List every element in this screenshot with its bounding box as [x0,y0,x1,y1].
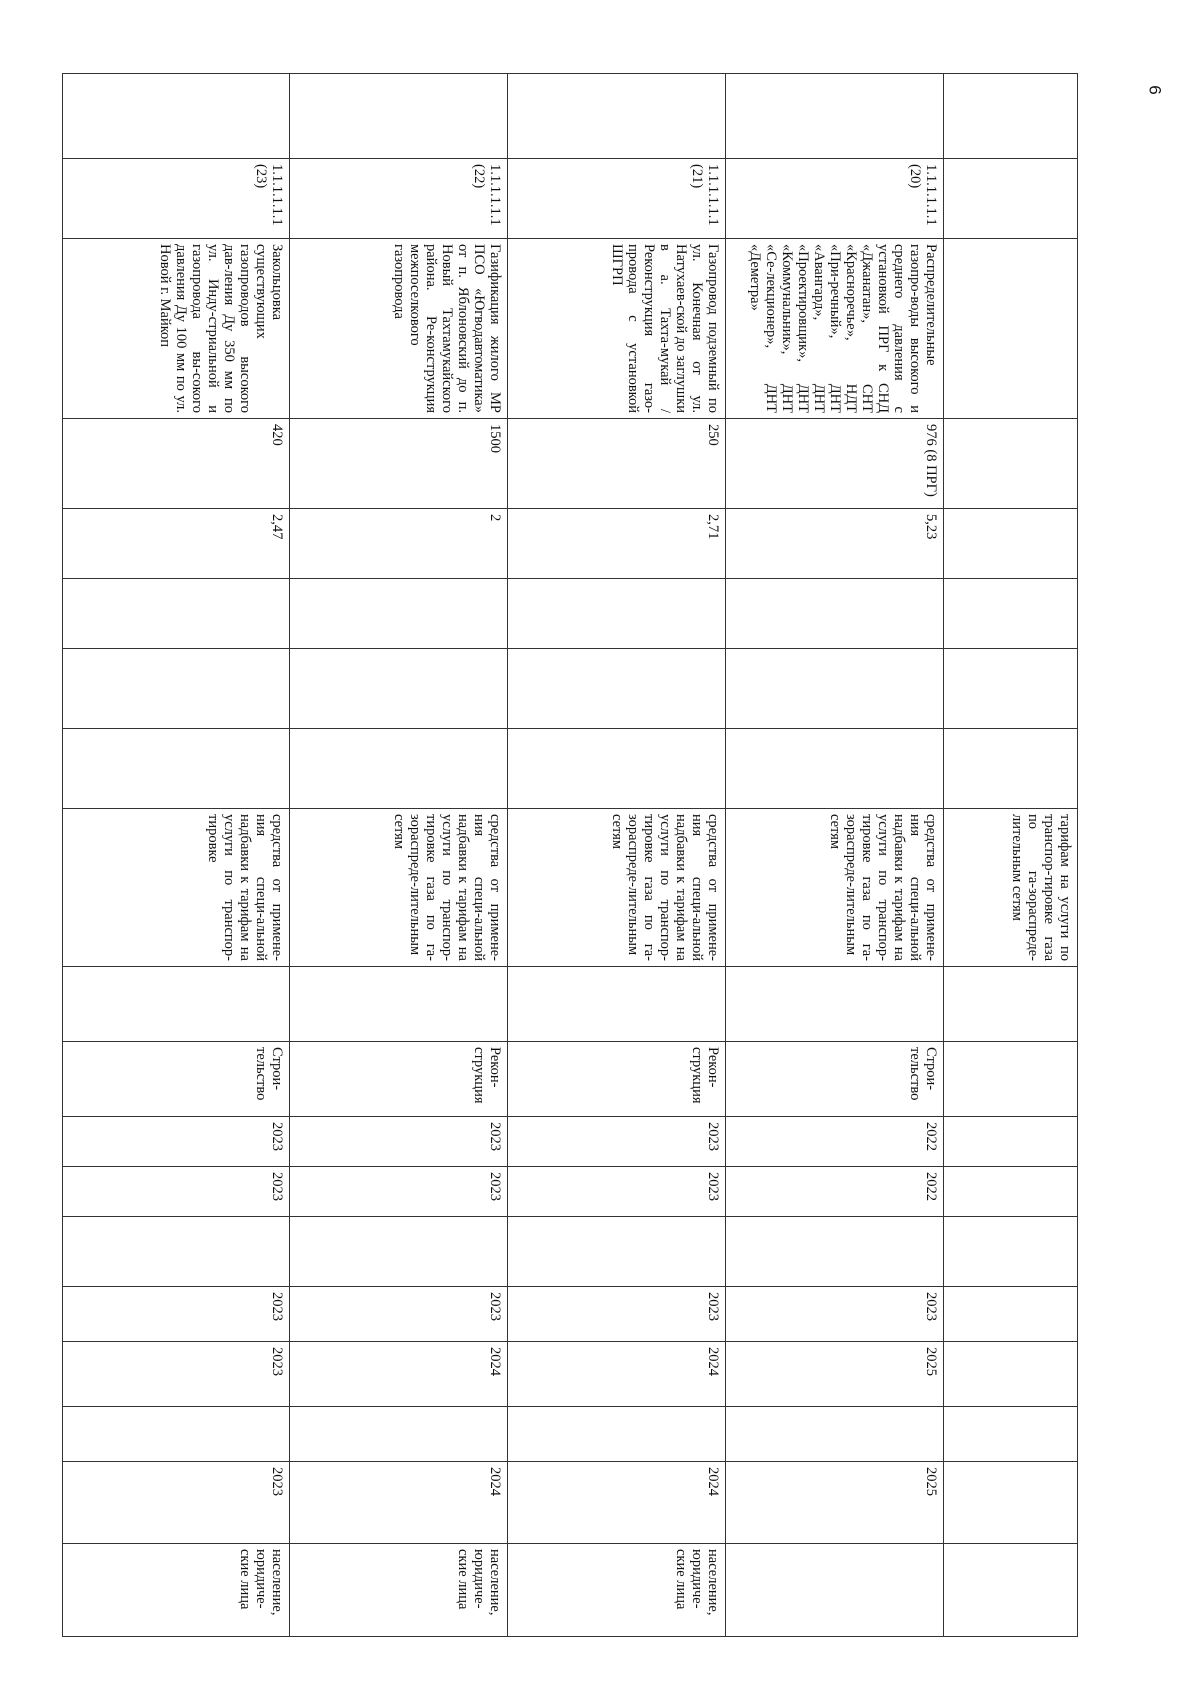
cell-col13 [508,1217,726,1287]
cell-col0 [508,74,726,159]
cell-year-e: 2025 [726,1462,944,1544]
cell-object-name: Газификация жилого МР ПСО «Югводавтоматика» от п. Яблоновский до п. Новый Тахтамукайского района. Ре-конструкция межпоселкового газопровода [290,239,508,419]
cell-length: 250 [508,419,726,509]
cell-col2 [944,239,1078,419]
table-row [726,74,944,1637]
cell-value: 2,47 [63,509,290,579]
cell-year-a: 2022 [726,1117,944,1167]
cell-col6 [508,649,726,729]
cell-col7 [944,729,1078,809]
table-row [63,74,290,1637]
cell-col10 [944,1042,1078,1117]
cell-year-c: 2023 [63,1287,290,1342]
cell-item-number: 1.1.1.1.1.1 (21) [508,159,726,239]
cell-col9 [290,967,508,1042]
cell-col6 [63,649,290,729]
cell-col16 [290,1407,508,1462]
cell-col13 [63,1217,290,1287]
cell-col7 [290,729,508,809]
cell-col5 [290,579,508,649]
cell-year-b: 2022 [726,1167,944,1217]
cell-year-c: 2023 [726,1287,944,1342]
cell-year-d: 2024 [290,1342,508,1407]
cell-col4 [944,509,1078,579]
cell-object-name: Газопровод подземный по ул. Конечная от ул. Натухаев-ской до заглушки в а. Тахта-мукай /Реконструкция газо-провода с установкой ШГРП [508,239,726,419]
cell-work-type: Строи-тельство [63,1042,290,1117]
cell-col9 [726,967,944,1042]
cell-col16 [726,1407,944,1462]
cell-year-e: 2024 [508,1462,726,1544]
cell-col5 [63,579,290,649]
cell-work-type: Рекон-струкция [290,1042,508,1117]
cell-length: 420 [63,419,290,509]
cell-consumers [726,1544,944,1637]
table-row [508,74,726,1637]
cell-work-type: Рекон-струкция [508,1042,726,1117]
cell-year-a: 2023 [508,1117,726,1167]
cell-col5 [944,579,1078,649]
cell-year-c: 2023 [508,1287,726,1342]
cell-col14 [944,1287,1078,1342]
cell-year-e: 2023 [63,1462,290,1544]
table-row [290,74,508,1637]
cell-item-number: 1.1.1.1.1.1 (23) [63,159,290,239]
cell-col0 [944,74,1078,159]
cell-col0 [290,74,508,159]
cell-col18 [944,1544,1078,1637]
cell-col3 [944,419,1078,509]
cell-year-b: 2023 [63,1167,290,1217]
table-row [944,74,1078,1637]
cell-value: 2 [290,509,508,579]
cell-year-e: 2024 [290,1462,508,1544]
page-number: 6 [1145,85,1165,95]
cell-col6 [944,649,1078,729]
cell-col9 [63,967,290,1042]
cell-value: 2,71 [508,509,726,579]
cell-year-d: 2023 [63,1342,290,1407]
cell-col16 [63,1407,290,1462]
cell-consumers: население, юридиче-ские лица [508,1544,726,1637]
cell-object-name: Закольцовка существующих газопроводов высокого дав-ления Ду 350 мм по ул. Инду-стриальной и газопровода вы-сокого давления Ду 100 мм по ул. Новой г. Майкоп [63,239,290,419]
cell-col0 [726,74,944,159]
cell-col16 [944,1407,1078,1462]
cell-item-number: 1.1.1.1.1.1 (20) [726,159,944,239]
cell-value: 5,23 [726,509,944,579]
cell-year-a: 2023 [290,1117,508,1167]
cell-col13 [726,1217,944,1287]
cell-col12 [944,1167,1078,1217]
cell-year-d: 2024 [508,1342,726,1407]
cell-col16 [508,1407,726,1462]
cell-year-b: 2023 [290,1167,508,1217]
rotated-table-container [63,73,1078,1616]
cell-year-c: 2023 [290,1287,508,1342]
cell-year-b: 2023 [508,1167,726,1217]
cell-consumers: население, юридиче-ские лица [63,1544,290,1637]
cell-col1 [944,159,1078,239]
cell-funding-source: средства от примене-ния специ-альной надбавки к тарифам на услуги по транспор-тировке [63,809,290,967]
cell-work-type: Строи-тельство [726,1042,944,1117]
cell-col11 [944,1117,1078,1167]
cell-col7 [508,729,726,809]
cell-year-a: 2023 [63,1117,290,1167]
cell-col13 [944,1217,1078,1287]
cell-col0 [63,74,290,159]
cell-col9 [508,967,726,1042]
cell-col9 [944,967,1078,1042]
cell-col7 [63,729,290,809]
cell-col15 [944,1342,1078,1407]
cell-item-number: 1.1.1.1.1.1 (22) [290,159,508,239]
cell-funding-source: средства от примене-ния специ-альной надбавки к тарифам на услуги по транспор-тировке газа по га-зораспреде-лительным сетям [508,809,726,967]
cell-length: 976 (8 ПРГ) [726,419,944,509]
cell-length: 1500 [290,419,508,509]
cell-col13 [290,1217,508,1287]
cell-funding-source: средства от примене-ния специ-альной надбавки к тарифам на услуги по транспор-тировке газа по га-зораспреде-лительным сетям [290,809,508,967]
cell-year-d: 2025 [726,1342,944,1407]
investment-program-table [62,73,1078,1637]
cell-object-name: Распределительные газопро-воды высокого и среднего давления с установкой ПРГ к СНД «Джанатан», СНТ «Красноречье», НДТ «При-речный», ДНТ «Авангард», ДНТ «Проектировщик», ДНТ «Коммунальник», ДНТ «Се-лекционер», ДНТ «Деметра» [726,239,944,419]
cell-funding-source: тарифам на услуги по транспор-тировке газа по га-зораспреде-лительным сетям [944,809,1078,967]
cell-col5 [726,579,944,649]
cell-col6 [290,649,508,729]
cell-col6 [726,649,944,729]
cell-col5 [508,579,726,649]
cell-funding-source: средства от примене-ния специ-альной надбавки к тарифам на услуги по транспор-тировке газа по га-зораспреде-лительным сетям [726,809,944,967]
cell-consumers: население, юридиче-ские лица [290,1544,508,1637]
cell-col7 [726,729,944,809]
cell-col17 [944,1462,1078,1544]
